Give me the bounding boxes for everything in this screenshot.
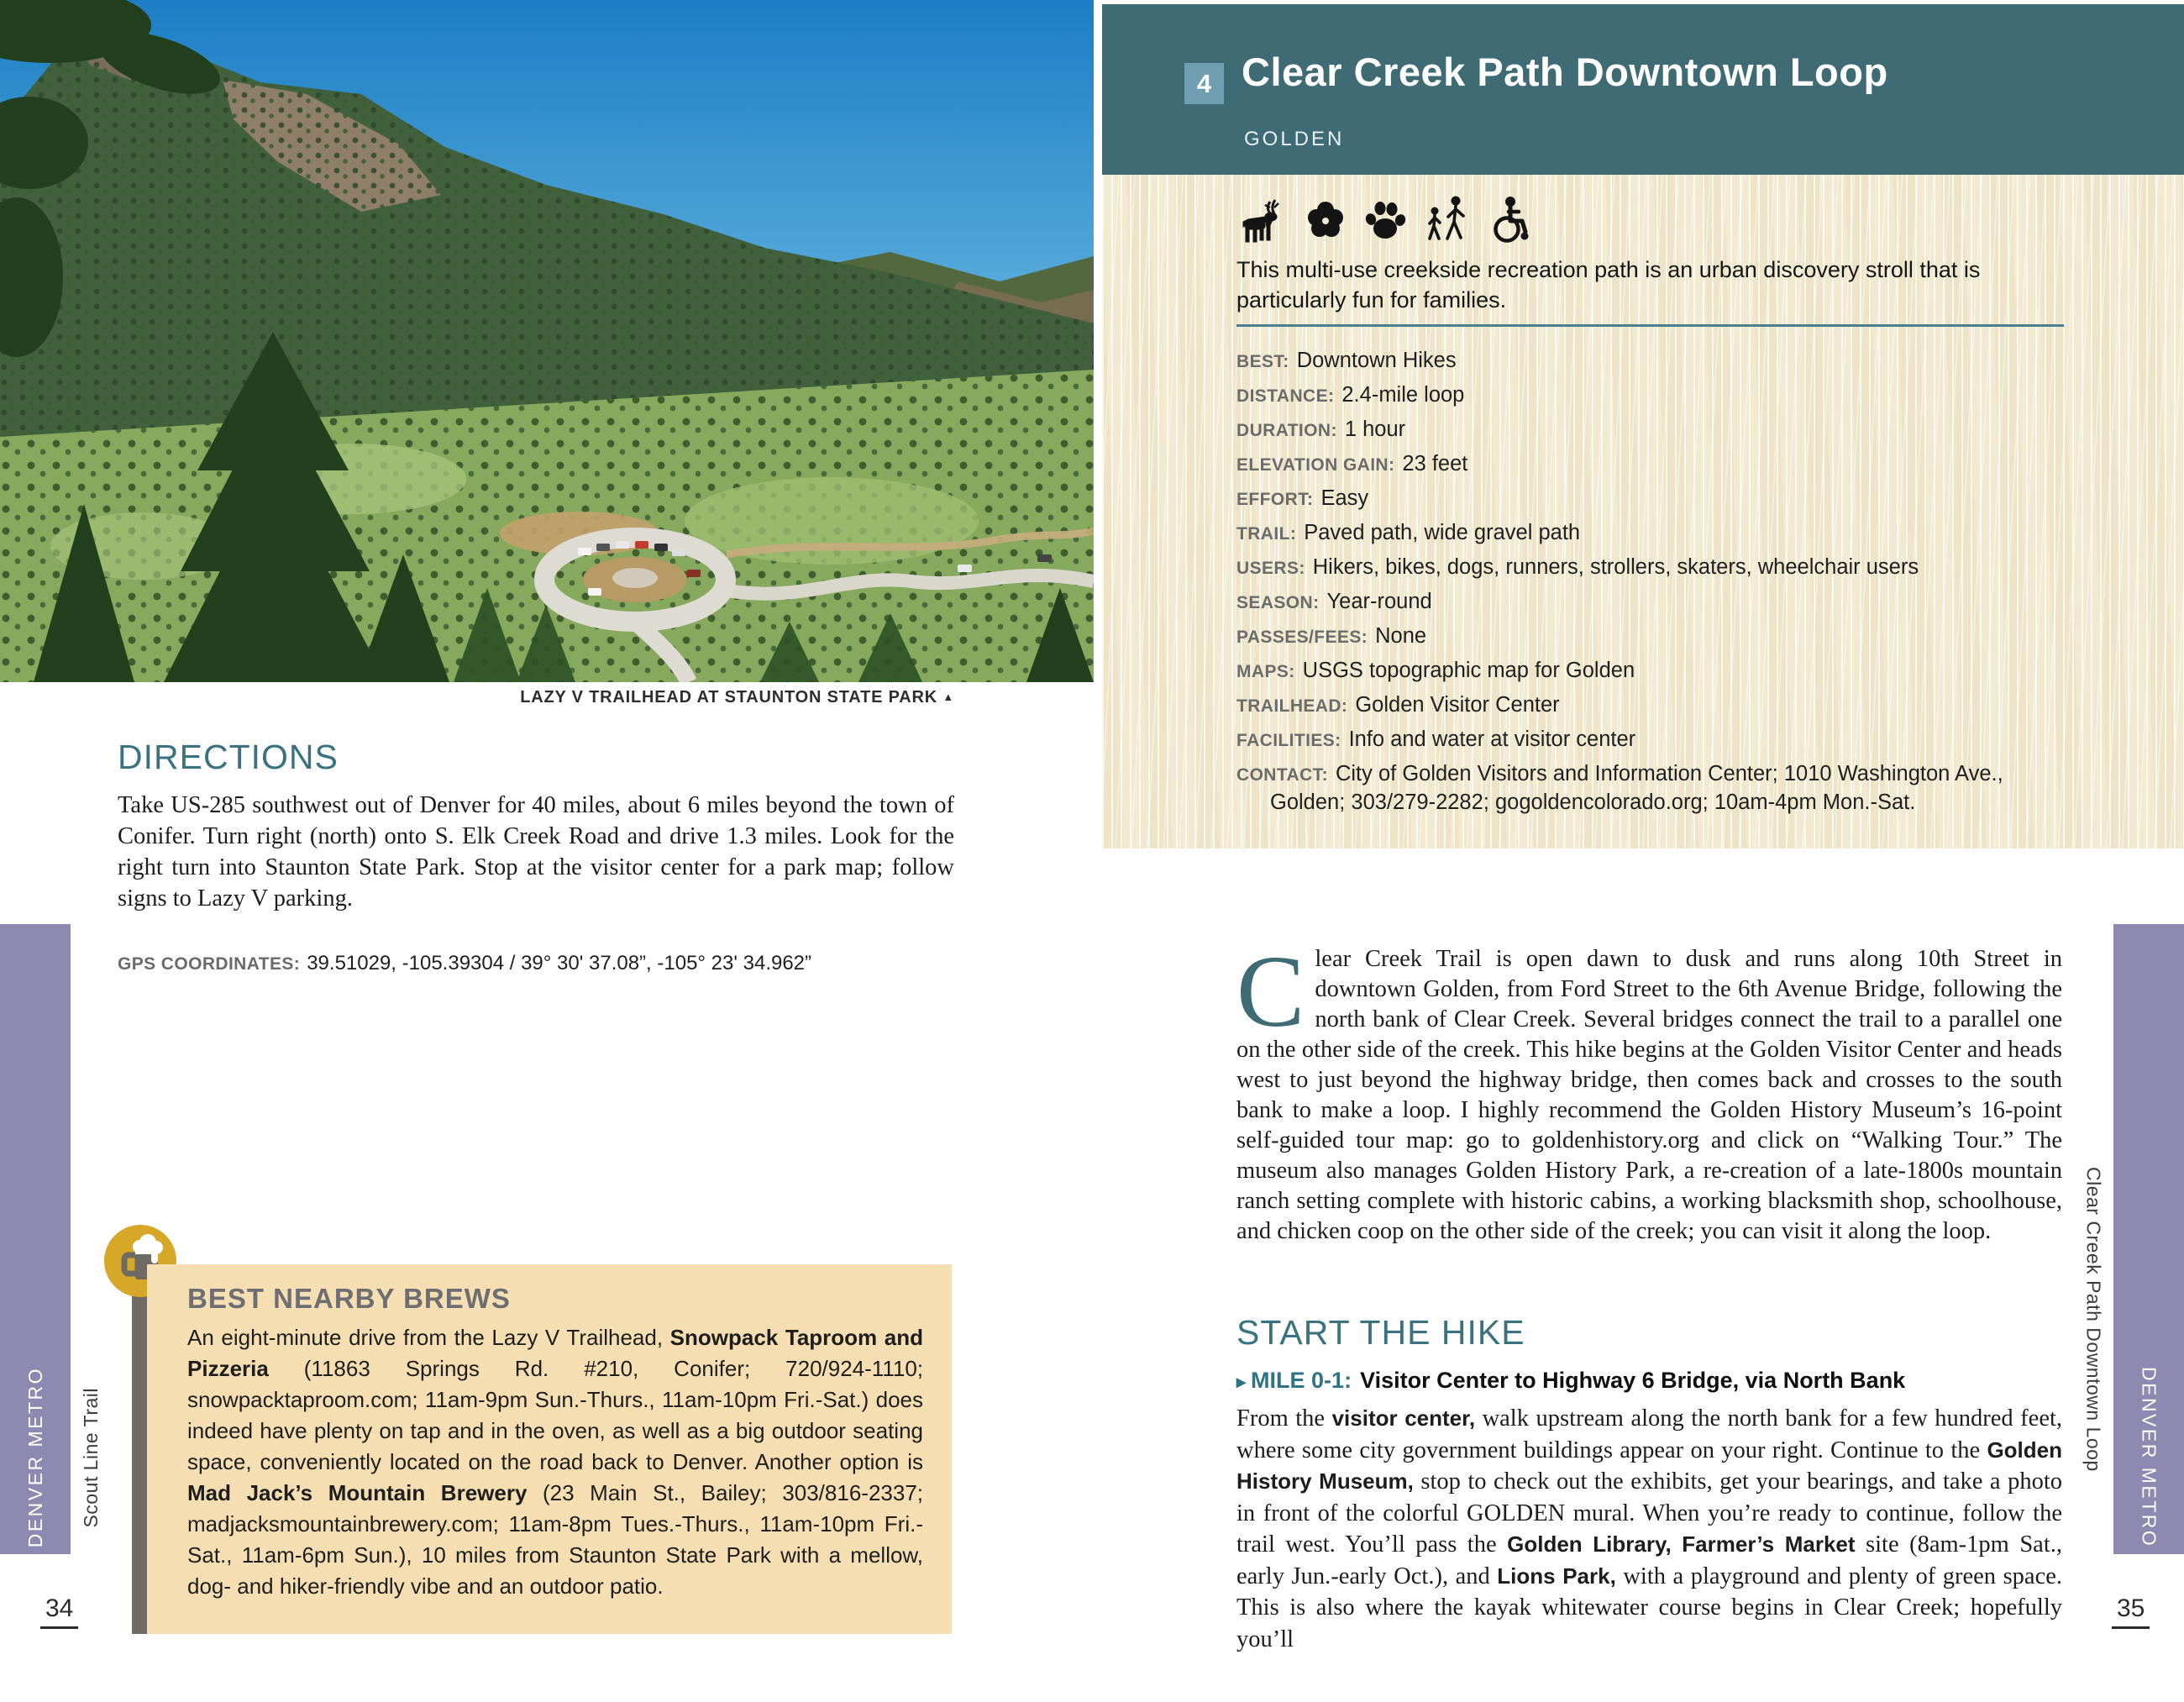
directions-heading: DIRECTIONS [118,738,339,776]
chapter-header [1102,4,2184,175]
stat-value: 2.4-mile loop [1341,383,1465,407]
right-trail-label: Clear Creek Path Downtown Loop [2082,1166,2105,1472]
mile-label: MILE 0-1: [1251,1368,1352,1393]
right-region-label-wrap [2113,1361,2184,1554]
stat-row [1236,657,2081,686]
stat-value: None [1375,624,1427,648]
mountain-photo-illustration [0,0,1094,682]
mile-title: Visitor Center to Highway 6 Bridge, via North Bank [1360,1368,1906,1393]
stat-row [1236,726,2081,754]
directions-paragraph: Take US-285 southwest out of Denver for 40 miles, about 6 miles beyond the town of Conifer. Turn right (north) onto S. Elk Creek Road and drive 1.3 miles. Look for the right turn into Staunton State Park. Stop at the visitor center for a park map; follow signs to Lazy V parking. [118,792,954,911]
hike-article [1236,935,2062,1247]
hike-intro: This multi-use creekside recreation path is an urban discovery stroll that is particularly fun for families. [1236,257,1981,313]
left-region-label: DENVER METRO [24,1367,46,1548]
stat-label: ELEVATION GAIN: [1236,455,1395,475]
stat-label: DISTANCE: [1236,386,1335,406]
stat-value: Info and water at visitor center [1348,728,1636,751]
left-trail-label: Scout Line Trail [79,1387,102,1528]
stat-row [1236,381,2081,410]
stat-value: USGS topographic map for Golden [1302,659,1635,682]
stat-value: 1 hour [1344,418,1406,441]
stat-value: Year-round [1326,590,1432,613]
left-region-label-wrap [0,1361,71,1554]
stat-value: City of Golden Visitors and Information Center; 1010 Washington Ave., Golden; 303/279-2282; gogoldencolorado.org; 10am-4pm Mon.-Sat. [1270,762,2003,814]
drop-cap: C [1236,935,1305,1048]
stat-label: CONTACT: [1236,765,1328,785]
stat-label: MAPS: [1236,662,1295,681]
paw-icon [1362,197,1408,244]
mile-marker-line [1236,1368,2068,1394]
right-page-number: 35 [2112,1594,2150,1629]
stat-row [1236,450,2081,479]
stat-value: 23 feet [1402,452,1468,475]
stat-value: Golden Visitor Center [1355,693,1560,717]
stat-label: DURATION: [1236,421,1337,440]
stat-label: TRAILHEAD: [1236,696,1348,716]
stat-value: Paved path, wide gravel path [1304,521,1581,544]
brews-box-accent-bar [132,1262,147,1634]
start-hike-heading: START THE HIKE [1236,1313,1525,1352]
stat-value: Easy [1320,486,1369,510]
right-region-label: DENVER METRO [2138,1367,2160,1548]
stat-value: Downtown Hikes [1296,349,1457,372]
wheelchair-icon [1485,195,1534,244]
left-trail-label-wrap [74,1357,108,1558]
stat-row [1236,691,2081,720]
article-body: lear Creek Trail is open dawn to dusk and runs along 10th Street in downtown Golden, from Ford Street to the 6th Avenue Bridge, following the north bank of Clear Creek. Several bridges connect the trail to a parallel one on the other side of the creek. This hike begins at the Golden Visitor Center and heads west to just beyond the highway bridge, then comes back and crosses to the south bank to make a loop. I highly recommend the Golden History Museum’s 16-point self-guided tour map: go to goldenhistory.org and click on “Walking Tour.” The museum also manages Golden History Park, a re-creation of a late-1800s mountain ranch setting complete with historic cabins, a working blacksmith shop, schoolhouse, and chicken coop on the other side of the creek; you can visit it along the loop. [1236,946,2062,1244]
feature-icons-row [1236,193,1534,244]
mile-arrow-icon: ▸ [1236,1371,1247,1392]
hike-stats-panel [1102,175,2184,848]
gps-value: 39.51029, -105.39304 / 39° 30' 37.08”, -105° 23' 34.962” [307,952,812,974]
photo-caption [118,688,954,707]
stat-label: PASSES/FEES: [1236,628,1368,647]
photo-caption-text: LAZY V TRAILHEAD AT STAUNTON STATE PARK [520,688,937,707]
stat-value: Hikers, bikes, dogs, runners, strollers, skaters, wheelchair users [1312,555,1919,579]
hike-title: Clear Creek Path Downtown Loop [1242,50,1888,94]
stat-row [1236,519,2081,548]
stat-label: EFFORT: [1236,490,1314,509]
trailhead-photo [0,0,1094,682]
stat-row [1236,347,2081,376]
stat-label: SEASON: [1236,593,1320,612]
brews-heading: BEST NEARBY BREWS [187,1283,511,1314]
intro-divider [1236,324,2064,327]
best-nearby-brews-box [147,1264,952,1634]
stat-label: TRAIL: [1236,524,1297,544]
stat-row [1236,588,2081,617]
gps-label: GPS COORDINATES: [118,954,301,974]
stat-row [1236,760,2081,817]
deer-icon [1236,197,1289,244]
flower-icon [1303,197,1348,244]
stat-label: USERS: [1236,559,1305,578]
hike-location: GOLDEN [1244,128,1345,150]
hikers-icon [1422,195,1471,244]
right-trail-label-wrap [2076,1075,2110,1563]
stat-row [1236,622,2081,651]
stat-row [1236,485,2081,513]
gps-coordinates [118,952,958,975]
stat-label: BEST: [1236,352,1289,371]
stat-label: FACILITIES: [1236,731,1341,750]
hike-number-badge: 4 [1184,63,1224,104]
left-page-number: 34 [40,1594,78,1629]
caption-triangle-icon: ▲ [942,691,954,703]
stat-row [1236,416,2081,444]
start-hike-paragraph: From the visitor center, walk upstream along the north bank for a few hundred feet, where some city government buildings appear on your right. Continue to the Golden History Museum, stop to check out the exhibits, get your bearings, and take a photo in front of the colorful GOLDEN mural. When you’re ready to continue, follow the trail west. You’ll pass the Golden Library, Farmer’s Market site (8am-1pm Sat., early Jun.-early Oct.), and Lions Park, with a playground and plenty of green space. This is also where the kayak whitewater course begins in Clear Creek; hopefully you’ll [1236,1405,2063,1652]
brews-paragraph: An eight-minute drive from the Lazy V Trailhead, Snowpack Taproom and Pizzeria (11863 Springs Rd. #210, Conifer; 720/924-1110; snowpacktaproom.com; 11am-9pm Sun.-Thurs., 11am-10pm Fri.-Sat.) does indeed have plenty on tap and in the oven, as well as a big outdoor seating space, conveniently located on the road back to Denver. Another option is Mad Jack’s Mountain Brewery (23 Main St., Bailey; 303/816-2337; madjacksmountainbrewery.com; 11am-8pm Tues.-Thurs., 11am-10pm Fri.-Sat., 11am-6pm Sun.), 10 miles from Staunton State Park with a mellow, dog- and hiker-friendly vibe and an outdoor patio. [187,1325,924,1599]
stats-list [1236,347,2081,822]
stat-row [1236,554,2081,582]
